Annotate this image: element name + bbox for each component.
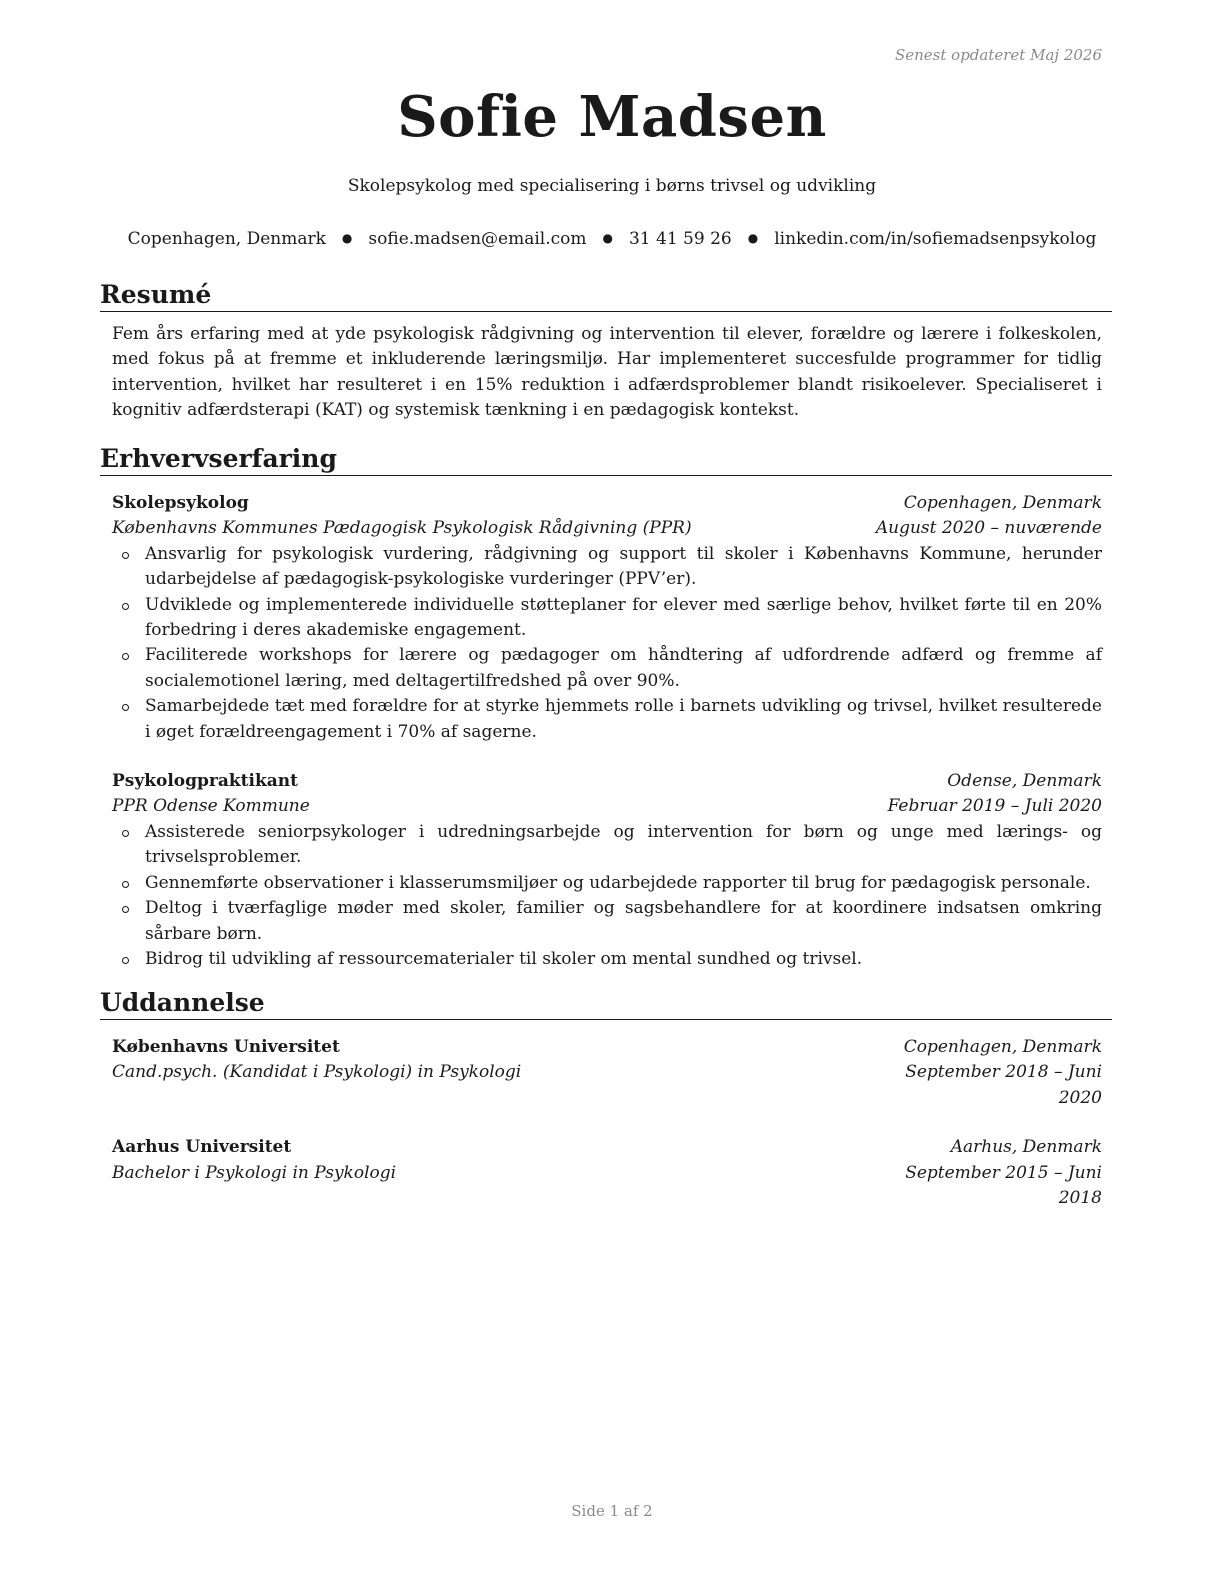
section-title-education: Uddannelse — [100, 988, 1112, 1020]
list-item — [112, 593, 1102, 644]
bullet-text: Gennemførte observationer i klasserumsmiljøer og udarbejdede rapporter til brug for pædagogisk personale. — [145, 872, 1091, 893]
last-updated: Senest opdateret Maj 2026 — [894, 46, 1102, 64]
job-location: Odense, Denmark — [947, 771, 1102, 792]
education-dates: September 2018 – Juni 2020 — [905, 1062, 1102, 1108]
degree: Bachelor i Psykologi in Psykologi — [112, 1162, 397, 1183]
list-item — [112, 896, 1102, 947]
circle-bullet-icon — [122, 704, 129, 711]
job-bullets — [112, 542, 1102, 745]
job-role: Psykologpraktikant — [112, 771, 298, 792]
contact-email[interactable]: sofie.madsen@email.com — [368, 229, 587, 249]
bullet-separator: ● — [602, 231, 613, 245]
job-bullets — [112, 820, 1102, 972]
job-organization: PPR Odense Kommune — [112, 796, 310, 817]
contact-phone[interactable]: 31 41 59 26 — [628, 229, 732, 249]
bullet-text: Deltog i tværfaglige møder med skoler, familier og sagsbehandlere for at koordinere indsatsen omkring sårbare børn. — [145, 898, 1102, 944]
circle-bullet-icon — [122, 957, 129, 964]
degree: Cand.psych. (Kandidat i Psykologi) in Psykologi — [112, 1062, 522, 1083]
bullet-separator: ● — [341, 231, 353, 245]
page-number: Side 1 af 2 — [571, 1502, 653, 1520]
school-location: Aarhus, Denmark — [950, 1137, 1102, 1158]
contact-line — [0, 229, 1224, 249]
list-item — [112, 947, 1102, 972]
circle-bullet-icon — [122, 552, 129, 559]
circle-bullet-icon — [122, 603, 129, 610]
school-name: Københavns Universitet — [112, 1037, 340, 1057]
job-entry — [112, 491, 1102, 745]
experience-section — [100, 444, 1112, 972]
headline: Skolepsykolog med specialisering i børns trivsel og udvikling — [347, 176, 877, 196]
contact-location: Copenhagen, Denmark — [127, 229, 326, 249]
education-section — [100, 988, 1112, 1211]
school-name: Aarhus Universitet — [112, 1137, 292, 1158]
list-item — [112, 871, 1102, 896]
job-dates: August 2020 – nuværende — [875, 518, 1102, 539]
education-dates: September 2015 – Juni 2018 — [905, 1162, 1102, 1209]
list-item — [112, 643, 1102, 694]
list-item — [112, 694, 1102, 745]
list-item — [112, 820, 1102, 871]
summary-text: Fem års erfaring med at yde psykologisk rådgivning og intervention til elever, forældre og lærere i folkeskolen, med fokus på at fremme et inkluderende læringsmiljø. Har implementeret succesfulde programmer for tidlig intervention, hvilket har resulteret i en 15% reduktion i adfærdsproblemer blandt risikoelever. Specialiseret i kognitiv adfærdsterapi (KAT) og systemisk tænkning i en pædagogisk kontekst. — [112, 324, 1102, 421]
bullet-text: Faciliterede workshops for lærere og pædagoger om håndtering af udfordrende adfærd og fremme af socialemotionel læring, med deltagertilfredshed på over 90%. — [145, 645, 1102, 691]
summary-section — [100, 280, 1112, 424]
bullet-text: Samarbejdede tæt med forældre for at styrke hjemmets rolle i barnets udvikling og trivsel, hvilket resulterede i øget forældreengagement i 70% af sagerne. — [145, 696, 1102, 742]
job-role: Skolepsykolog — [112, 493, 249, 513]
circle-bullet-icon — [122, 830, 129, 837]
job-dates: Februar 2019 – Juli 2020 — [887, 796, 1102, 817]
candidate-name: Sofie Madsen — [397, 84, 827, 150]
circle-bullet-icon — [122, 906, 129, 913]
bullet-text: Assisterede seniorpsykologer i udredningsarbejde og intervention for børn og unge med lærings- og trivselsproblemer. — [145, 821, 1102, 868]
circle-bullet-icon — [122, 653, 129, 660]
bullet-text: Ansvarlig for psykologisk vurdering, rådgivning og support til skoler i Københavns Kommune, herunder udarbejdelse af pædagogisk-psykologiske vurderinger (PPV’er). — [145, 543, 1102, 590]
list-item — [112, 542, 1102, 593]
contact-linkedin[interactable]: linkedin.com/in/sofiemadsenpsykolog — [774, 229, 1097, 249]
job-location: Copenhagen, Denmark — [903, 493, 1102, 513]
education-entry — [112, 1035, 1102, 1111]
job-entry — [112, 769, 1102, 972]
section-title-experience: Erhvervserfaring — [100, 444, 1112, 476]
school-location: Copenhagen, Denmark — [903, 1037, 1102, 1057]
section-title-summary: Resumé — [100, 280, 1112, 312]
job-organization: Københavns Kommunes Pædagogisk Psykologisk Rådgivning (PPR) — [112, 518, 692, 539]
circle-bullet-icon — [122, 881, 129, 888]
bullet-separator: ● — [747, 231, 759, 245]
education-entry — [112, 1135, 1102, 1211]
bullet-text: Bidrog til udvikling af ressourcematerialer til skoler om mental sundhed og trivsel. — [145, 948, 863, 969]
bullet-text: Udviklede og implementerede individuelle støtteplaner for elever med særlige behov, hvilket førte til en 20% forbedring i deres akademiske engagement. — [145, 594, 1102, 641]
